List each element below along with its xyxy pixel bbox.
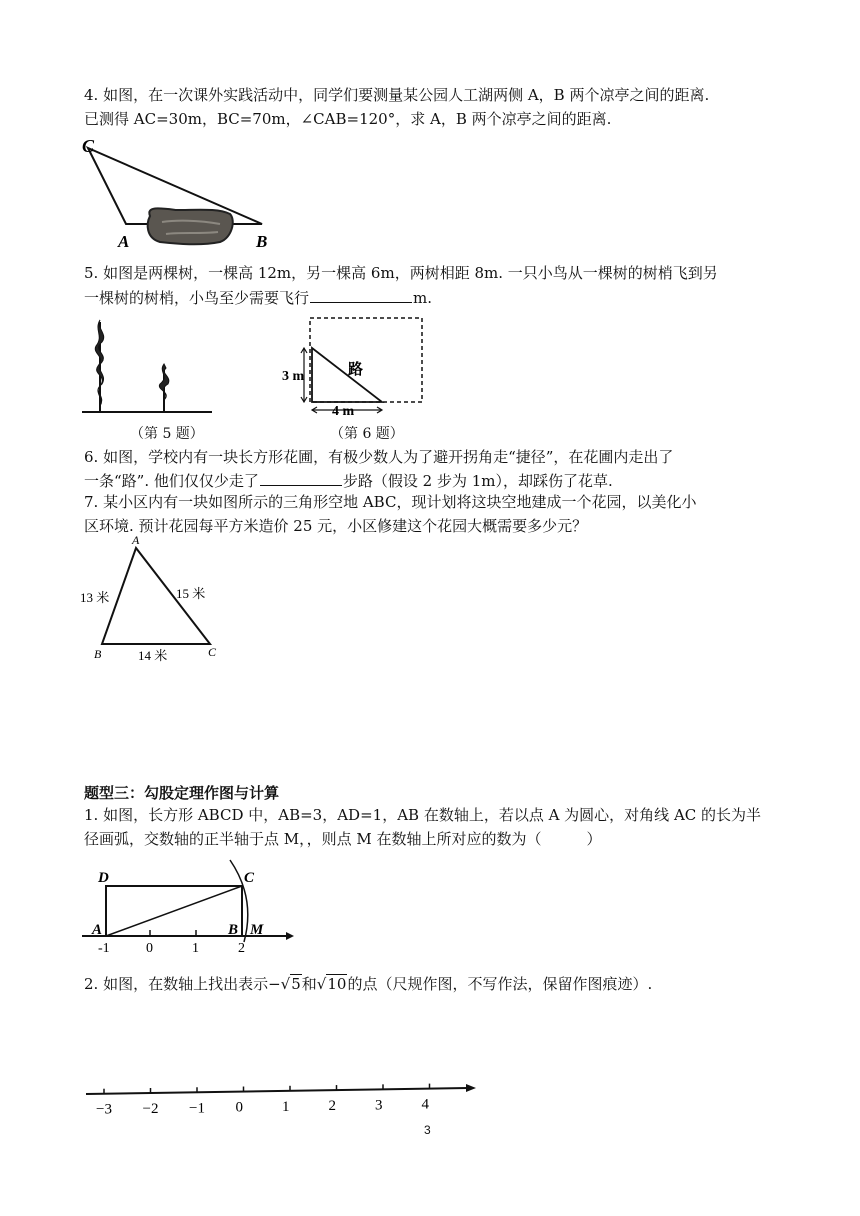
- numberline-tick-label: 4: [421, 1096, 429, 1113]
- sqrt-5: √5: [280, 975, 301, 993]
- s3q1-label-m: M: [250, 922, 264, 938]
- s3q2-text-before: 2. 如图，在数轴上找出表示: [84, 975, 269, 993]
- s3q1-label-c: C: [244, 870, 255, 886]
- q7-side-ac: 15 米: [176, 586, 206, 601]
- sqrt-10-radicand: 10: [327, 975, 347, 993]
- q7-label-c: C: [208, 645, 217, 659]
- s3q2-text-after: 的点（尺规作图，不写作法，保留作图痕迹）.: [347, 975, 653, 993]
- q5-line-2-unit: m.: [413, 289, 433, 307]
- q5-answer-blank[interactable]: [310, 286, 412, 303]
- q6-line-2-tail: 步路（假设 2 步为 1m），却踩伤了花草.: [342, 472, 613, 490]
- fig6-label-road: 路: [348, 362, 364, 378]
- s3q1-tick-neg1: -1: [98, 941, 110, 956]
- q7-triangle-figure: [80, 534, 230, 664]
- q5-line-2-text: 一棵树的树梢，小鸟至少需要飞行: [84, 289, 310, 307]
- fig6-label-3m: 3 m: [282, 369, 305, 384]
- q4-label-a: A: [118, 232, 130, 251]
- q4-label-c: C: [82, 136, 95, 156]
- fig5-trees: [80, 316, 230, 420]
- numberline-tick-label: −2: [142, 1100, 159, 1117]
- s3q1-line-2: 径画弧，交数轴的正半轴于点 M，，则点 M 在数轴上所对应的数为（ ）: [84, 830, 602, 848]
- s3q1-tick-0: 0: [146, 941, 153, 956]
- q7-side-ab: 13 米: [80, 590, 110, 605]
- numberline-tick-label: −3: [96, 1101, 112, 1118]
- s3q2-number-line: [80, 1078, 490, 1128]
- s3q1-tick-2: 2: [238, 941, 245, 956]
- q6-answer-blank[interactable]: [260, 469, 342, 486]
- q7-label-a: A: [132, 533, 140, 547]
- s3q2-neg-sign: −: [268, 975, 281, 993]
- q6-line-1: 6. 如图，学校内有一块长方形花圃，有极少数人为了避开拐角走“捷径”，在花圃内走出了: [84, 448, 674, 466]
- fig5-caption: （第 5 题）: [130, 426, 204, 442]
- q5-line-1: 5. 如图是两棵树，一棵高 12m，另一棵高 6m，两树相距 8m. 一只小鸟从一棵树的树梢飞到另: [84, 264, 718, 282]
- s3q2-text-and: 和: [301, 975, 317, 993]
- s3q1-label-d: D: [98, 870, 109, 886]
- q4-line-2: 已测得 AC=30m，BC=70m，∠CAB=120°，求 A，B 两个凉亭之间的距离.: [84, 110, 612, 128]
- fig6-garden: [282, 316, 432, 420]
- page-number: 3: [424, 1123, 431, 1137]
- numberline-tick-label: 1: [282, 1098, 290, 1115]
- q7-side-bc: 14 米: [138, 648, 168, 663]
- q6-line-2-text: 一条“路”. 他们仅仅少走了: [84, 472, 259, 490]
- fig6-label-4m: 4 m: [332, 404, 355, 419]
- q7-line-2: 区环境. 预计花园每平方米造价 25 元，小区修建这个花园大概需要多少元？: [84, 517, 588, 535]
- s3q1-label-a: A: [92, 922, 103, 938]
- lake-shape: [148, 208, 233, 244]
- section-3-title: 题型三：勾股定理作图与计算: [84, 784, 280, 802]
- numberline-tick-label: 0: [235, 1099, 243, 1116]
- q7-label-b: B: [94, 647, 102, 661]
- s3q2-line: [84, 973, 652, 995]
- numberline-tick-label: 3: [375, 1097, 383, 1114]
- q7-line-1: 7. 某小区内有一块如图所示的三角形空地 ABC，现计划将这块空地建成一个花园，以美化小: [84, 493, 697, 511]
- numberline-tick-label: 2: [328, 1098, 336, 1115]
- sqrt-5-radicand: 5: [291, 975, 301, 993]
- s3q1-tick-1: 1: [192, 941, 199, 956]
- q4-line-1: 4. 如图，在一次课外实践活动中，同学们要测量某公园人工湖两侧 A，B 两个凉亭之间的距离.: [84, 86, 710, 104]
- numberline-tick-label: −1: [189, 1100, 205, 1117]
- s3q1-label-b: B: [228, 922, 239, 938]
- fig6-caption: （第 6 题）: [330, 426, 404, 442]
- s3q1-line-1: 1. 如图，长方形 ABCD 中，AB=3，AD=1，AB 在数轴上，若以点 A 为圆心，对角线 AC 的长为半: [84, 806, 762, 824]
- sqrt-10: √10: [316, 975, 347, 993]
- s3q1-rectangle-numberline: [80, 858, 300, 958]
- q5-line-2: [84, 286, 432, 309]
- q6-line-2: [84, 469, 613, 492]
- q4-label-b: B: [256, 232, 268, 251]
- q4-lake-figure: [80, 134, 280, 254]
